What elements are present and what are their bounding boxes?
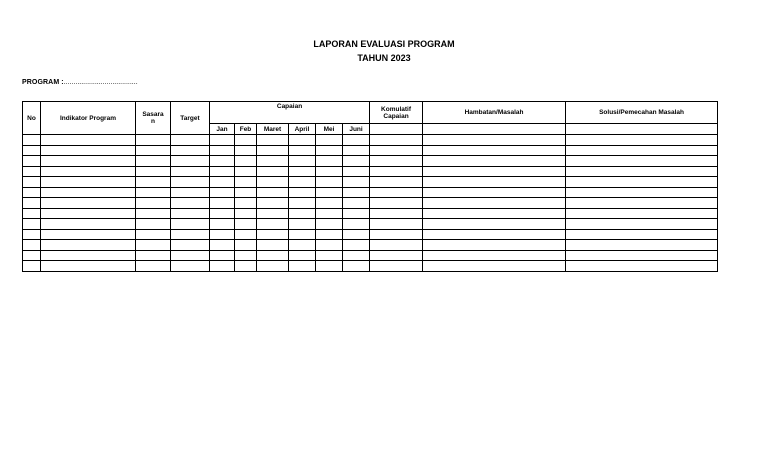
table-row [23, 219, 718, 230]
table-cell[interactable] [41, 219, 136, 230]
table-cell[interactable] [210, 250, 235, 261]
table-cell[interactable] [171, 261, 210, 272]
header-no: No [23, 102, 41, 135]
table-cell[interactable] [566, 187, 718, 198]
table-cell[interactable] [41, 156, 136, 167]
table-cell[interactable] [23, 177, 41, 188]
table-cell[interactable] [423, 166, 566, 177]
table-cell[interactable] [23, 261, 41, 272]
table-row [23, 166, 718, 177]
table-cell[interactable] [235, 198, 257, 209]
table-cell[interactable] [136, 187, 171, 198]
table-cell[interactable] [210, 240, 235, 251]
table-cell[interactable] [171, 187, 210, 198]
table-cell[interactable] [210, 166, 235, 177]
header-month-feb: Feb [235, 124, 257, 135]
table-cell[interactable] [210, 229, 235, 240]
table-cell[interactable] [257, 135, 289, 146]
table-cell[interactable] [257, 166, 289, 177]
table-row [23, 145, 718, 156]
table-cell[interactable] [136, 177, 171, 188]
header-solusi: Solusi/Pemecahan Masalah [566, 102, 718, 124]
header-hambatan-blank [423, 124, 566, 135]
table-cell[interactable] [23, 198, 41, 209]
table-cell[interactable] [316, 166, 343, 177]
table-cell[interactable] [235, 240, 257, 251]
program-line [22, 79, 138, 86]
table-cell[interactable] [210, 208, 235, 219]
table-cell[interactable] [41, 145, 136, 156]
table-cell[interactable] [343, 156, 370, 167]
table-cell[interactable] [370, 240, 423, 251]
table-cell[interactable] [289, 166, 316, 177]
table-cell[interactable] [370, 219, 423, 230]
table-cell[interactable] [423, 208, 566, 219]
report-title-line1: LAPORAN EVALUASI PROGRAM [313, 39, 455, 49]
table-cell[interactable] [343, 166, 370, 177]
table-cell[interactable] [370, 261, 423, 272]
table-row [23, 240, 718, 251]
table-cell[interactable] [370, 250, 423, 261]
table-cell[interactable] [41, 135, 136, 146]
table-cell[interactable] [423, 187, 566, 198]
report-title-year: TAHUN 2023 [357, 53, 411, 63]
table-cell[interactable] [257, 198, 289, 209]
table-cell[interactable] [136, 166, 171, 177]
table-cell[interactable] [23, 219, 41, 230]
header-month-juni: Juni [343, 124, 370, 135]
table-cell[interactable] [566, 156, 718, 167]
table-cell[interactable] [136, 156, 171, 167]
table-cell[interactable] [289, 240, 316, 251]
table-cell[interactable] [566, 166, 718, 177]
table-cell[interactable] [316, 135, 343, 146]
table-cell[interactable] [235, 208, 257, 219]
evaluation-table [22, 101, 718, 272]
table-cell[interactable] [370, 177, 423, 188]
table-cell[interactable] [370, 156, 423, 167]
table-row [23, 156, 718, 167]
table-cell[interactable] [423, 145, 566, 156]
table-cell[interactable] [566, 261, 718, 272]
table-cell[interactable] [343, 219, 370, 230]
table-cell[interactable] [41, 187, 136, 198]
header-sasaran [136, 102, 171, 135]
table-cell[interactable] [171, 229, 210, 240]
header-indikator-program: Indikator Program [41, 102, 136, 135]
table-cell[interactable] [289, 229, 316, 240]
table-cell[interactable] [316, 177, 343, 188]
table-cell[interactable] [370, 198, 423, 209]
table-cell[interactable] [257, 240, 289, 251]
table-cell[interactable] [257, 145, 289, 156]
table-cell[interactable] [316, 198, 343, 209]
table-cell[interactable] [316, 219, 343, 230]
table-cell[interactable] [41, 261, 136, 272]
table-cell[interactable] [41, 240, 136, 251]
table-cell[interactable] [289, 198, 316, 209]
table-cell[interactable] [289, 145, 316, 156]
table-cell[interactable] [289, 177, 316, 188]
table-cell[interactable] [171, 177, 210, 188]
table-cell[interactable] [343, 229, 370, 240]
table-cell[interactable] [316, 229, 343, 240]
table-cell[interactable] [41, 250, 136, 261]
table-cell[interactable] [171, 219, 210, 230]
table-cell[interactable] [23, 240, 41, 251]
table-cell[interactable] [235, 261, 257, 272]
table-cell[interactable] [566, 135, 718, 146]
table-cell[interactable] [370, 229, 423, 240]
header-sasaran-part1: Sasara [142, 111, 164, 118]
table-cell[interactable] [316, 261, 343, 272]
table-cell[interactable] [566, 208, 718, 219]
program-placeholder: ...................................... [63, 79, 138, 86]
table-cell[interactable] [210, 187, 235, 198]
table-cell[interactable] [235, 135, 257, 146]
table-cell[interactable] [566, 240, 718, 251]
table-cell[interactable] [136, 135, 171, 146]
table-row [23, 177, 718, 188]
table-cell[interactable] [210, 219, 235, 230]
table-cell[interactable] [289, 250, 316, 261]
table-cell[interactable] [210, 156, 235, 167]
table-cell[interactable] [423, 261, 566, 272]
table-cell[interactable] [566, 145, 718, 156]
header-hambatan-masalah: Hambatan/Masalah [423, 102, 566, 124]
table-row [23, 135, 718, 146]
header-sasaran-part2: n [151, 118, 155, 125]
table-cell[interactable] [566, 229, 718, 240]
table-cell[interactable] [289, 187, 316, 198]
table-cell[interactable] [423, 156, 566, 167]
header-target: Target [171, 102, 210, 135]
table-cell[interactable] [210, 135, 235, 146]
table-cell[interactable] [235, 250, 257, 261]
header-komulatif-line1: Komulatif [381, 105, 412, 113]
table-cell[interactable] [316, 250, 343, 261]
table-cell[interactable] [23, 145, 41, 156]
table-cell[interactable] [289, 135, 316, 146]
table-cell[interactable] [210, 261, 235, 272]
table-cell[interactable] [423, 177, 566, 188]
table-cell[interactable] [343, 177, 370, 188]
table-cell[interactable] [171, 156, 210, 167]
table-cell[interactable] [257, 177, 289, 188]
table-cell[interactable] [136, 219, 171, 230]
table-cell[interactable] [171, 208, 210, 219]
table-cell[interactable] [343, 208, 370, 219]
header-month-jan: Jan [210, 124, 235, 135]
table-cell[interactable] [423, 229, 566, 240]
table-cell[interactable] [171, 135, 210, 146]
table-cell[interactable] [23, 250, 41, 261]
table-cell[interactable] [171, 145, 210, 156]
table-cell[interactable] [23, 229, 41, 240]
table-cell[interactable] [566, 198, 718, 209]
table-cell[interactable] [41, 229, 136, 240]
table-row [23, 229, 718, 240]
table-cell[interactable] [370, 208, 423, 219]
table-cell[interactable] [136, 261, 171, 272]
table-cell[interactable] [370, 145, 423, 156]
table-cell[interactable] [343, 145, 370, 156]
table-cell[interactable] [289, 156, 316, 167]
table-cell[interactable] [257, 219, 289, 230]
program-label: PROGRAM : [22, 79, 64, 86]
table-cell[interactable] [343, 187, 370, 198]
table-cell[interactable] [136, 240, 171, 251]
table-cell[interactable] [566, 250, 718, 261]
table-cell[interactable] [23, 156, 41, 167]
table-cell[interactable] [316, 145, 343, 156]
report-title [0, 37, 768, 65]
table-cell[interactable] [257, 187, 289, 198]
table-cell[interactable] [235, 156, 257, 167]
table-cell[interactable] [235, 177, 257, 188]
table-cell[interactable] [23, 135, 41, 146]
table-cell[interactable] [370, 135, 423, 146]
table-cell[interactable] [23, 187, 41, 198]
table-cell[interactable] [136, 198, 171, 209]
table-cell[interactable] [257, 261, 289, 272]
table-cell[interactable] [289, 208, 316, 219]
table-cell[interactable] [171, 240, 210, 251]
header-month-mei: Mei [316, 124, 343, 135]
header-komulatif-line2: Capaian [383, 112, 409, 120]
table-cell[interactable] [370, 187, 423, 198]
table-cell[interactable] [136, 145, 171, 156]
table-cell[interactable] [23, 208, 41, 219]
table-cell[interactable] [41, 208, 136, 219]
header-month-april: April [289, 124, 316, 135]
table-cell[interactable] [235, 187, 257, 198]
table-cell[interactable] [289, 261, 316, 272]
table-cell[interactable] [343, 198, 370, 209]
table-cell[interactable] [210, 177, 235, 188]
table-cell[interactable] [257, 229, 289, 240]
table-cell[interactable] [257, 250, 289, 261]
table-cell[interactable] [566, 177, 718, 188]
table-cell[interactable] [136, 250, 171, 261]
table-row [23, 250, 718, 261]
header-komulatif-blank [370, 124, 423, 135]
table-body [23, 135, 718, 272]
table-cell[interactable] [316, 156, 343, 167]
table-cell[interactable] [136, 229, 171, 240]
table-cell[interactable] [370, 166, 423, 177]
table-cell[interactable] [257, 156, 289, 167]
table-cell[interactable] [41, 198, 136, 209]
table-row [23, 187, 718, 198]
table-cell[interactable] [41, 166, 136, 177]
table-cell[interactable] [316, 187, 343, 198]
table-cell[interactable] [235, 229, 257, 240]
table-row [23, 261, 718, 272]
table-cell[interactable] [423, 135, 566, 146]
header-capaian: Capaian [210, 102, 370, 124]
table-row [23, 198, 718, 209]
table-cell[interactable] [171, 166, 210, 177]
table-cell[interactable] [235, 166, 257, 177]
table-cell[interactable] [257, 208, 289, 219]
table-cell[interactable] [235, 219, 257, 230]
table-cell[interactable] [343, 135, 370, 146]
table-cell[interactable] [136, 208, 171, 219]
table-cell[interactable] [423, 240, 566, 251]
table-cell[interactable] [235, 145, 257, 156]
table-cell[interactable] [423, 219, 566, 230]
table-cell[interactable] [343, 240, 370, 251]
table-cell[interactable] [316, 208, 343, 219]
table-cell[interactable] [289, 219, 316, 230]
table-cell[interactable] [423, 198, 566, 209]
table-cell[interactable] [41, 177, 136, 188]
table-cell[interactable] [171, 250, 210, 261]
table-cell[interactable] [316, 240, 343, 251]
table-row [23, 208, 718, 219]
header-month-maret: Maret [257, 124, 289, 135]
table-cell[interactable] [210, 145, 235, 156]
table-cell[interactable] [343, 261, 370, 272]
table-cell[interactable] [171, 198, 210, 209]
table-cell[interactable] [23, 166, 41, 177]
header-solusi-blank [566, 124, 718, 135]
header-komulatif-capaian [370, 102, 423, 124]
table-cell[interactable] [566, 219, 718, 230]
table-cell[interactable] [210, 198, 235, 209]
table-cell[interactable] [343, 250, 370, 261]
table-cell[interactable] [423, 250, 566, 261]
